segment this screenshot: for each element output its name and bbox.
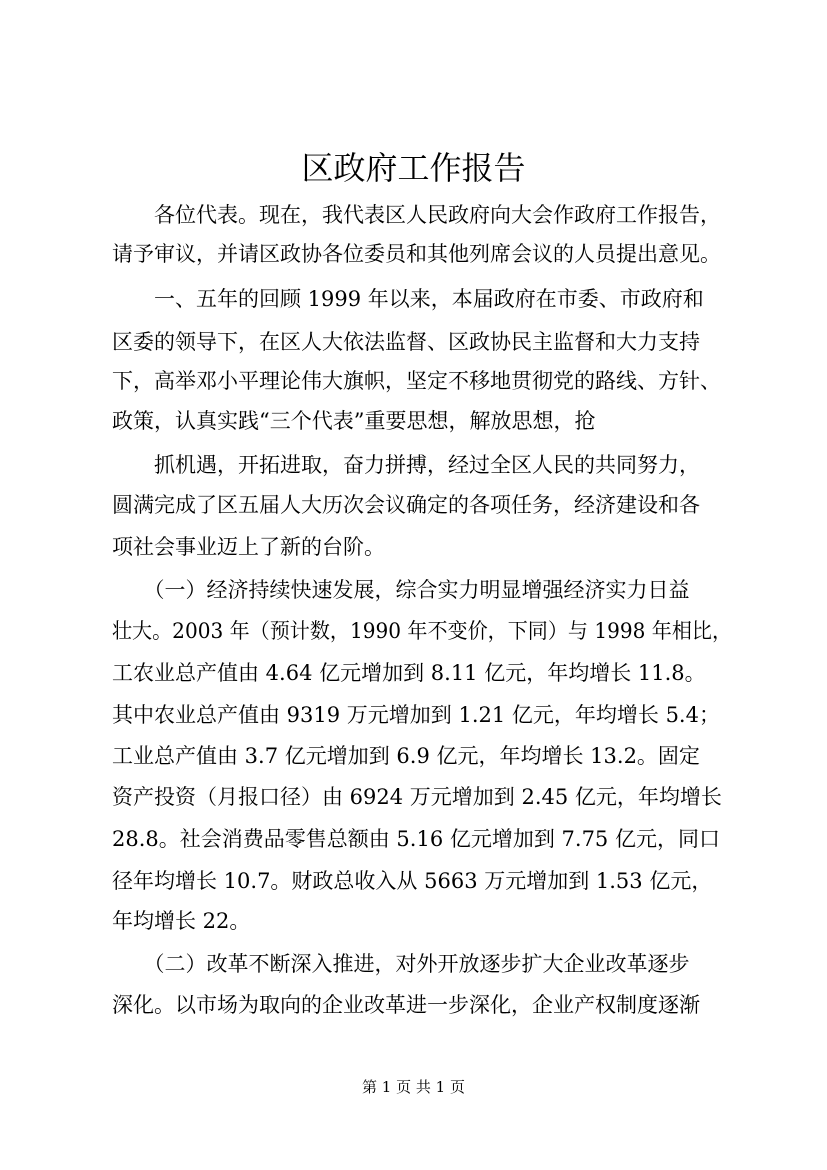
body-line: 深化。以市场为取向的企业改革进一步深化，企业产权制度逐渐 <box>112 993 700 1017</box>
body-line: 28.8。社会消费品零售总额由 5.16 亿元增加到 7.75 亿元，同口 <box>112 827 720 851</box>
body-line: 其中农业总产值由 9319 万元增加到 1.21 亿元，年均增长 5.4； <box>112 703 720 727</box>
body-line: 抓机遇，开拓进取，奋力拼搏，经过全区人民的共同努力， <box>112 453 700 477</box>
body-line: （一）经济持续快速发展，综合实力明显增强经济实力日益 <box>112 578 690 602</box>
body-line: 各位代表。现在，我代表区人民政府向大会作政府工作报告， <box>112 203 721 227</box>
body-line: 资产投资（月报口径）由 6924 万元增加到 2.45 亿元，年均增长 <box>112 785 722 809</box>
body-line: 区委的领导下，在区人大依法监督、区政协民主监督和大力支持 <box>112 330 700 354</box>
body-line: 工业总产值由 3.7 亿元增加到 6.9 亿元，年均增长 13.2。固定 <box>112 744 700 768</box>
body-line: 年均增长 22。 <box>112 909 251 933</box>
body-line: 工农业总产值由 4.64 亿元增加到 8.11 亿元，年均增长 11.8。 <box>112 661 706 685</box>
document-title: 区政府工作报告 <box>301 149 526 187</box>
body-line: 壮大。2003 年（预计数，1990 年不变价，下同）与 1998 年相比， <box>112 619 733 643</box>
page-footer: 第 1 页 共 1 页 <box>362 1078 465 1096</box>
body-line: 请予审议，并请区政协各位委员和其他列席会议的人员提出意见。 <box>112 242 721 266</box>
body-line: 下，高举邓小平理论伟大旗帜，坚定不移地贯彻党的路线、方针、 <box>112 369 721 393</box>
body-line: 一、五年的回顾 1999 年以来，本届政府在市委、市政府和 <box>112 287 704 311</box>
body-line: （二）改革不断深入推进，对外开放逐步扩大企业改革逐步 <box>112 952 690 976</box>
body-line: 圆满完成了区五届人大历次会议确定的各项任务，经济建设和各 <box>112 493 700 517</box>
body-line: 项社会事业迈上了新的台阶。 <box>112 535 385 559</box>
body-line: 径年均增长 10.7。财政总收入从 5663 万元增加到 1.53 亿元， <box>112 869 713 893</box>
body-line: 政策，认真实践“三个代表”重要思想，解放思想，抢 <box>112 409 596 433</box>
